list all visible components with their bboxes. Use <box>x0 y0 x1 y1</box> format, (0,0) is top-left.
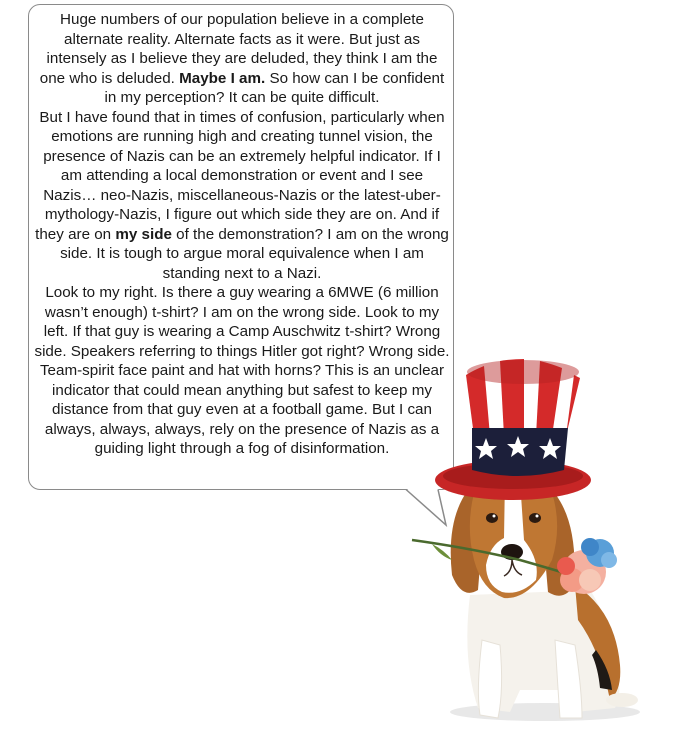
paragraph-2: But I have found that in times of confusion, particularly when emotions are running high and creating tunnel vision, the presence of Nazis can be an extremely helpful indicator. If I am attending a local demonstration or event and I see Nazis… neo-Nazis, miscellaneous-Nazis or the latest-uber-mythology-Nazis, I figure out which side they are on. And if they are on my side of the demonstration? I am on the wrong side. It is tough to argue moral equivalence when I am standing next to a Nazi. <box>35 108 449 282</box>
uncle-sam-hat <box>466 359 580 476</box>
emphasis-my-side: my side <box>115 225 172 243</box>
paragraph-3: Look to my right. Is there a guy wearing a 6MWE (6 million wasn’t enough) t-shirt? I am on the wrong side. Look to my left. If that guy is wearing a Camp Auschwitz t-shirt? Wrong side. Speakers referring to things Hitler got right? Wrong side. Team-spirit face paint and hat with horns? This is an unclear indicator that could mean anything but safest to keep my distance from that guy even at a football game. But I can always, always, always, rely on the presence of Nazis as a guiding light through a fog of disinformation. <box>34 284 450 457</box>
speech-bubble-text <box>34 10 450 459</box>
dog-eye-right <box>529 513 541 523</box>
paragraph-1: Huge numbers of our population believe in a complete alternate reality. Alternate facts as it were. But just as intensely as I believe they are deluded, they think I am the one who is deluded. Maybe I am. So how can I be confident in my perception? It can be quite difficult. <box>39 11 445 106</box>
beagle-uncle-sam-hat-illustration <box>400 355 660 725</box>
emphasis-maybe-i-am: Maybe I am. <box>179 69 266 87</box>
dog-eye-left <box>486 513 498 523</box>
dog-front-leg-left <box>478 640 501 718</box>
dog-back-paw <box>606 693 638 707</box>
